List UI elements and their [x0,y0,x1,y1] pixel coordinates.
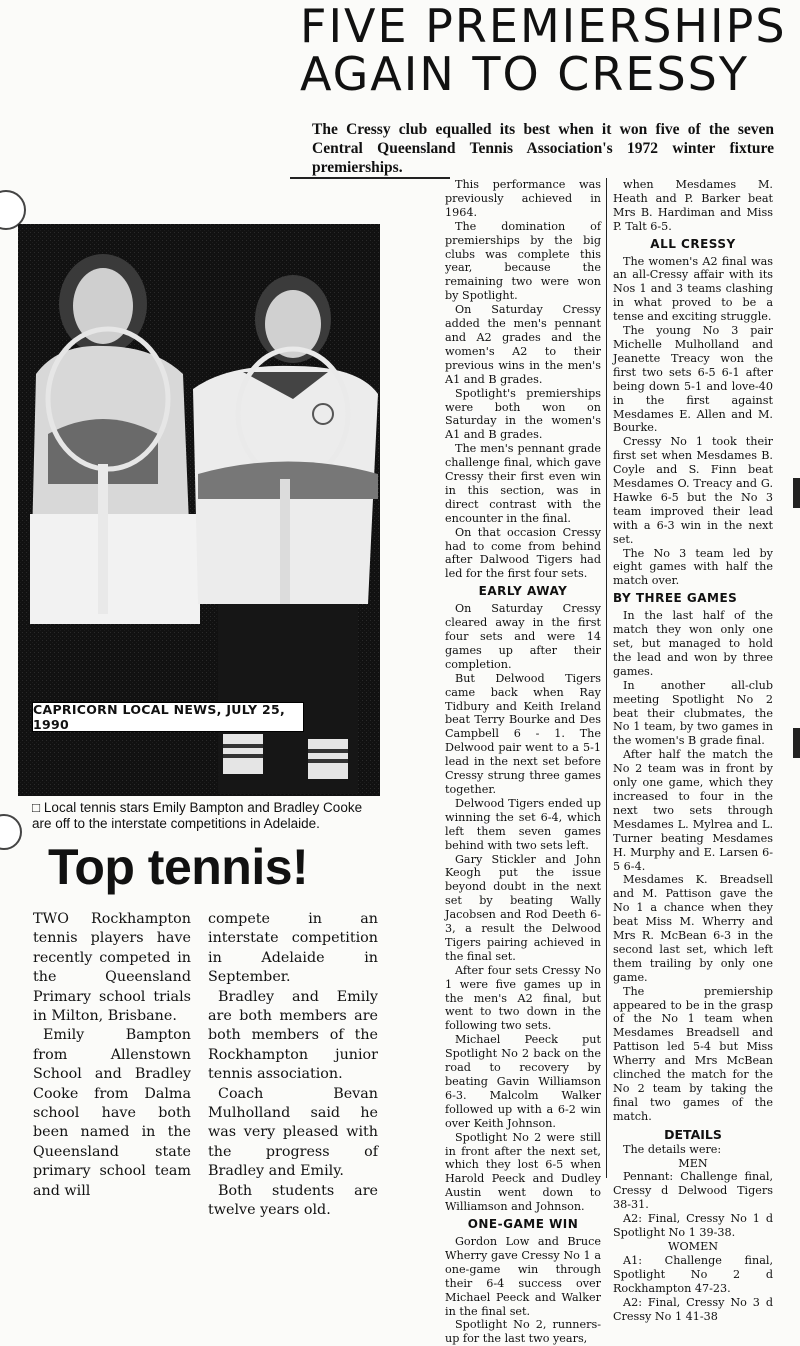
details-heading: DETAILS [664,1126,722,1142]
top-tennis-title: Top tennis! [48,839,309,895]
margin-tab-top [793,478,800,508]
caption-marker: □ [32,800,41,815]
paragraph: After half the match the No 2 team was in front by only one game, which they increased to four in the next two sets through Mesdames L. Mylrea and L. Turner beating Mesdames H. Murphy and E. Larsen 6-5 6-4. [613,748,773,873]
paragraph: Gordon Low and Bruce Wherry gave Cressy No 1 a one-game win through their 6-4 success over Michael Peeck and Walker in the final set. [445,1234,601,1318]
paragraph: The domination of premierships by the big clubs was complete this year, because the remaining two were won by Spotlight. [445,219,601,303]
newspaper-label-text: CAPRICORN LOCAL NEWS, JULY 25, 1990 [33,702,286,732]
subheading-one-game-win: ONE-GAME WIN [467,1217,579,1232]
details-women-label: WOMEN [667,1239,719,1253]
intro-text: The Cressy club equalled its best when it won five of the seven Central Queensland Tennis Association's 1972 winter fixture premierships. [312,121,774,176]
paragraph: Mesdames K. Breadsell and M. Pattison gave the No 1 a chance when they beat Miss M. Wherry and Mrs R. McBean 6-3 in the second last set, which left them trailing by only one game. [613,873,773,984]
paragraph: Both students are twelve years old. [208,1182,378,1219]
paragraph: The men's pennant grade challenge final, which gave Cressy their first even win in this section, was in direct contrast with the encounter in the final. [445,442,601,525]
newspaper-label [32,702,304,732]
paragraph: On Saturday Cressy added the men's pennant and A2 grades and the women's A2 to their previous wins in the men's A1 and B grades. [445,303,601,386]
clip-title [48,838,378,896]
details-line: Pennant: Challenge final, Cressy d Delwood Tigers 38-31. [613,1170,773,1212]
paragraph: Delwood Tigers ended up winning the set 6-4, which left them seven games behind with two sets left. [445,796,601,852]
paragraph: Emily Bampton from Allenstown School and Bradley Cooke from Dalma school have both been named in the Queensland state primary school team and will [33,1027,191,1199]
paragraph: On Saturday Cressy cleared away in the first four sets and were 14 games up after their completion. [445,602,601,671]
article-column-2 [613,178,773,1323]
subheading-early-away: EARLY AWAY [478,584,568,599]
paragraph: Cressy No 1 took their first set when Mesdames B. Coyle and S. Finn beat Mesdames O. Treacy and G. Hawke 6-5 but the No 3 team improved their lead with a 6-3 win in the next set. [613,435,773,546]
paragraph: In the last half of the match they won only one set, but managed to hold the lead and won by three games. [613,609,773,678]
paragraph: The No 3 team led by eight games with half the match over. [613,546,773,588]
column-divider [606,178,607,1178]
paragraph: On that occasion Cressy had to come from behind after Dalwood Tigers had led for the first four sets. [445,525,601,581]
subheading-by-three-games: BY THREE GAMES [613,591,738,606]
details-line: A1: Challenge final, Spotlight No 2 d Rockhampton 47-23. [613,1253,773,1295]
photo-caption [32,800,382,832]
paragraph: compete in an interstate competition in Adelaide in September. [208,911,378,986]
paragraph: But Delwood Tigers came back when Ray Tidbury and Keith Ireland beat Terry Bourke and Des Campbell 6 - 1. The Delwood pair went to a 5-1 lead in the next set before Cressy strung three games together. [445,671,601,796]
details-intro: The details were: [623,1142,722,1156]
article-headline [300,0,790,101]
headline-line-1: FIVE PREMIERSHIPS [300,0,787,53]
paragraph: Coach Bevan Mulholland said he was very pleased with the progress of Bradley and Emily. [208,1085,378,1180]
paragraph: Gary Stickler and John Keogh put the issue beyond doubt in the next set by beating Wally Jacobsen and Rod Deeth 6-3, a result the Delwood Tigers pairing achieved in the final set. [445,852,601,963]
details-line: A2: Final, Cressy No 1 d Spotlight No 1 39-38. [613,1212,773,1240]
article-column-1 [445,178,601,1346]
details-men-label: MEN [678,1156,708,1170]
paragraph: Spotlight's premierships were both won on Saturday in the women's A1 and B grades. [445,386,601,442]
paragraph: TWO Rockhampton tennis players have recently competed in the Queensland Primary school trials in Milton, Brisbane. [33,911,191,1025]
clip-column-left [33,910,191,1201]
paragraph: The young No 3 pair Michelle Mulholland and Jeanette Treacy won the first two sets 6-5 6-1 after being down 5-1 and love-40 in the first against Mesdames E. Allen and M. Bourke. [613,324,773,435]
paragraph: The women's A2 final was an all-Cressy affair with its Nos 1 and 3 teams clashing in what proved to be a tense and exciting struggle. [613,254,773,324]
paragraph: After four sets Cressy No 1 were five games up in the men's A2 final, but went to two down in the following two sets. [445,963,601,1033]
caption-text: Local tennis stars Emily Bampton and Bradley Cooke are off to the interstate competitions in Adelaide. [32,800,363,831]
paragraph: Spotlight No 2, runners-up for the last two years, [445,1318,601,1346]
headline-line-2: AGAIN TO CRESSY [300,47,749,101]
paragraph: Spotlight No 2 were still in front after the next set, which they lost 6-5 when Harold Peeck and Dudley Austin went down to Williamson and Johnson. [445,1130,601,1214]
paragraph: Michael Peeck put Spotlight No 2 back on the road to recovery by beating Gavin Williamson 6-3. Malcolm Walker followed up with a 6-2 win over Keith Johnson. [445,1033,601,1130]
paragraph: In another all-club meeting Spotlight No 2 beat their clubmates, the No 1 team, by two games in the women's B grade final. [613,678,773,748]
paragraph: Bradley and Emily are both members are both members of the Rockhampton junior tennis association. [208,988,378,1083]
intro-rule [290,177,450,179]
subheading-all-cressy: ALL CRESSY [650,236,736,251]
clip-column-right [208,910,378,1221]
paragraph: This performance was previously achieved in 1964. [445,178,601,219]
punch-hole-bottom [0,814,22,850]
tennis-players-photo [18,224,380,796]
paragraph: when Mesdames M. Heath and P. Barker beat Mrs B. Hardiman and Miss P. Talt 6-5. [613,178,773,233]
details-line: A2: Final, Cressy No 3 d Cressy No 1 41-38 [613,1295,773,1323]
margin-tab-bottom [793,728,800,758]
paragraph: The premiership appeared to be in the grasp of the No 1 team when Mesdames Breadsell and Pattison led 5-4 but Miss Wherry and Mrs McBean clinched the match for the No 2 team by taking the final two games of the match. [613,984,773,1123]
article-intro [312,120,774,177]
